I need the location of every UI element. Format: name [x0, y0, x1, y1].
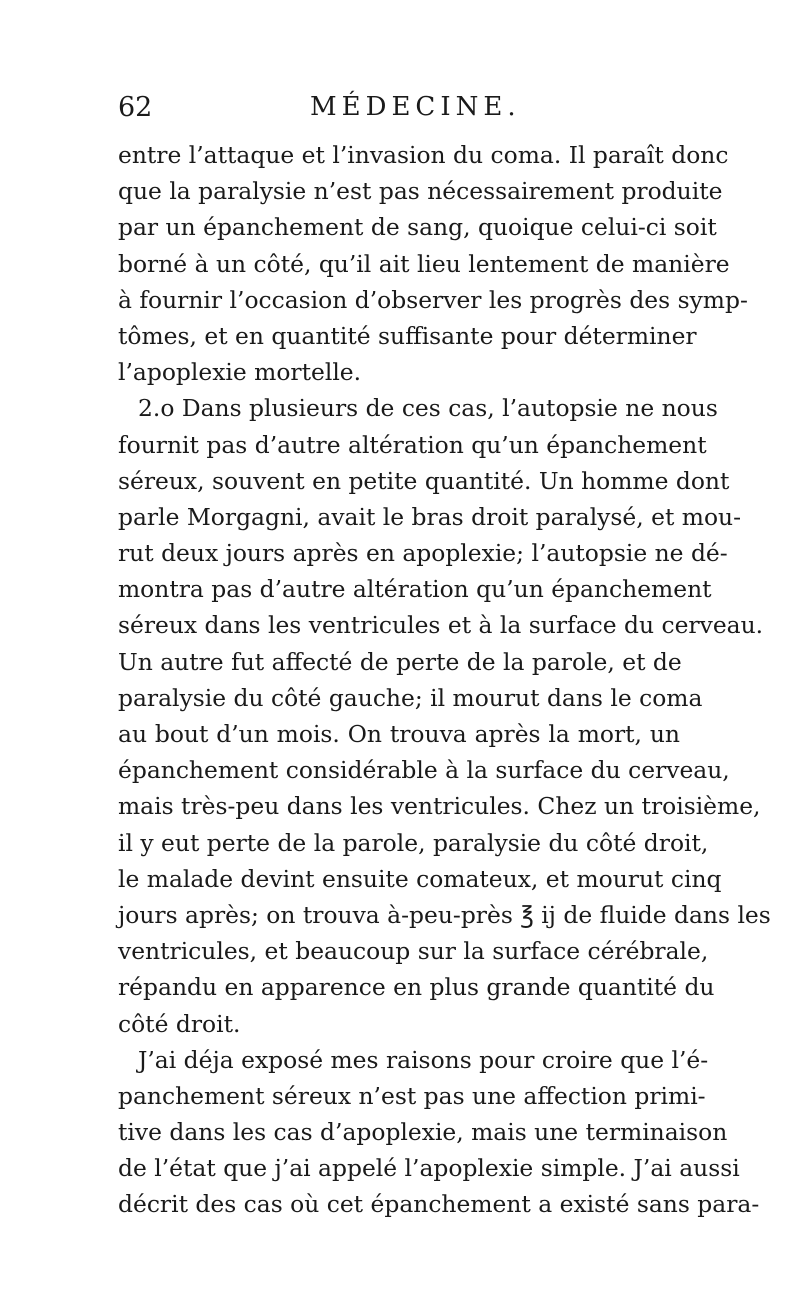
text-line: mais très-peu dans les ventricules. Chez un troisième,	[118, 792, 761, 821]
text-line: tômes, et en quantité suffisante pour déterminer	[118, 321, 697, 350]
text-line: côté droit.	[118, 1009, 241, 1038]
text-line: paralysie du côté gauche; il mourut dans le coma	[118, 683, 703, 712]
text-line: ventricules, et beaucoup sur la surface cérébrale,	[118, 937, 709, 966]
page-number: 62	[118, 92, 153, 123]
text-line: épanchement considérable à la surface du cerveau,	[118, 756, 730, 785]
text-line: au bout d’un mois. On trouva après la mort, un	[118, 720, 680, 748]
text-line: le malade devint ensuite comateux, et mourut cinq	[118, 864, 722, 893]
text-line: par un épanchement de sang, quoique celui-ci soit	[118, 213, 717, 242]
text-line: l’apoplexie mortelle.	[118, 358, 362, 387]
text-line: décrit des cas où cet épanchement a existé sans para-	[118, 1190, 760, 1219]
text-line: panchement séreux n’est pas une affection primi-	[118, 1081, 706, 1110]
text-line: tive dans les cas d’apoplexie, mais une terminaison	[118, 1118, 728, 1147]
text-line: de l’état que j’ai appelé l’apoplexie simple. J’ai aussi	[118, 1154, 740, 1183]
text-line: entre l’attaque et l’invasion du coma. Il paraît donc	[118, 141, 729, 169]
text-line: montra pas d’autre altération qu’un épanchement	[118, 575, 712, 604]
text-line: séreux dans les ventricules et à la surface du cerveau.	[118, 611, 764, 640]
text-line: rut deux jours après en apoplexie; l’autopsie ne dé-	[118, 539, 728, 568]
text-line: parle Morgagni, avait le bras droit paralysé, et mou-	[118, 502, 742, 531]
text-line: que la paralysie n’est pas nécessairement produite	[118, 177, 723, 206]
running-title: MÉDECINE.	[310, 92, 521, 122]
text-line: fournit pas d’autre altération qu’un épanchement	[118, 430, 707, 459]
text-line: borné à un côté, qu’il ait lieu lentement de manière	[118, 249, 730, 278]
page-header	[118, 92, 678, 132]
text-line: à fournir l’occasion d’observer les progrès des symp-	[118, 285, 748, 314]
text-line: Un autre fut affecté de perte de la parole, et de	[118, 647, 682, 676]
text-line: jours après; on trouva à-peu-près ℥ ij de fluide dans les	[118, 900, 771, 929]
text-line: répandu en apparence en plus grande quantité du	[118, 973, 715, 1002]
text-line: séreux, souvent en petite quantité. Un homme dont	[118, 466, 730, 495]
text-line: J’ai déja exposé mes raisons pour croire que l’é-	[138, 1045, 709, 1074]
text-line: il y eut perte de la parole, paralysie du côté droit,	[118, 828, 709, 857]
body-text	[118, 137, 771, 1223]
text-line: 2.o Dans plusieurs de ces cas, l’autopsie ne nous	[138, 394, 718, 423]
